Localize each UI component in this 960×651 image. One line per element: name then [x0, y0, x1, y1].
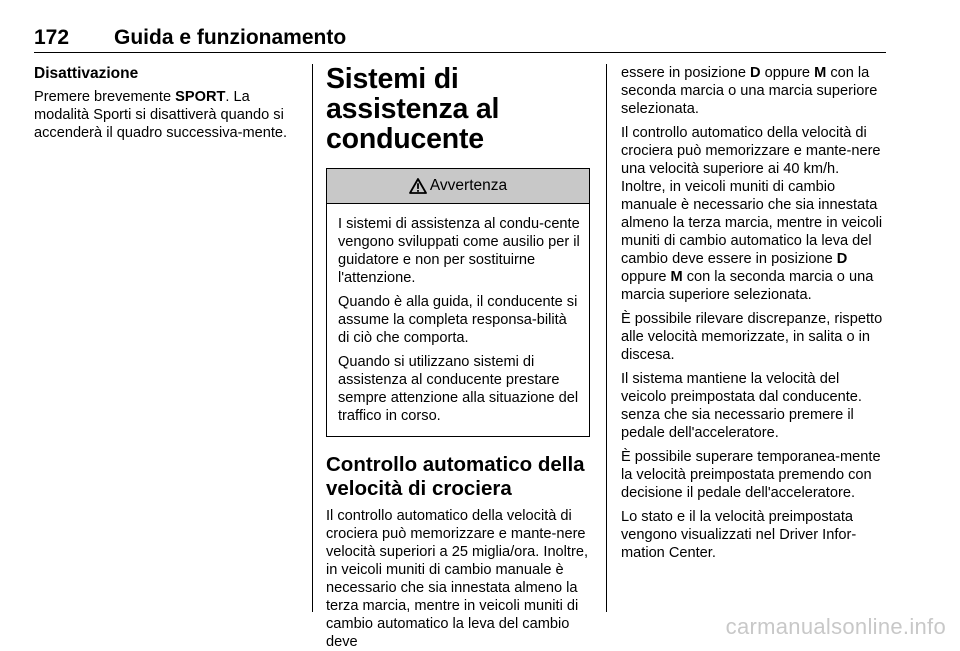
warning-paragraph: Quando si utilizzano sistemi di assistenza al conducente prestare sempre attenzione alla situazione del traffico in corso. — [338, 354, 579, 424]
warning-box — [326, 168, 590, 437]
warning-paragraph: I sistemi di assistenza al condu-cente vengono sviluppati come ausilio per il guidatore e non per sostituirne l'attenzione. — [338, 216, 580, 286]
warning-triangle-icon — [409, 178, 427, 194]
gear-d-label: D — [750, 65, 761, 81]
speed-override-paragraph: È possibile superare temporanea-mente la velocità preimpostata premendo con decisione il pedale dell'acceleratore. — [621, 449, 881, 501]
sport-label: SPORT — [175, 89, 226, 105]
cruise-speed-paragraph: Il controllo automatico della velocità di crociera può memorizzare e mante-nere una velocità superiore ai 40 km/h. Inoltre, in veicoli muniti di cambio manuale è necessario che sia innestata almeno la terza marcia, mentre in veicoli muniti di cambio automatico la leva del cambio deve essere in posizione D oppure M con la seconda marcia o una marcia superiore selezionata. — [621, 125, 883, 303]
warning-paragraph: Quando è alla guida, il conducente si assume la completa responsa-bilità di ciò che comporta. — [338, 294, 578, 346]
cruise-control-heading: Controllo automatico della velocità di crociera — [326, 453, 585, 500]
section-title: Guida e funzionamento — [114, 26, 347, 49]
warning-title: Avvertenza — [429, 177, 508, 194]
speed-maintain-paragraph: Il sistema mantiene la velocità del veicolo preimpostata dal conducente. senza che sia necessario premere il pedale dell'acceleratore. — [621, 371, 862, 441]
column-divider-2 — [606, 64, 607, 612]
discrepancy-paragraph: È possibile rilevare discrepanze, rispetto alle velocità memorizzate, in salita o in discesa. — [621, 311, 883, 363]
column-middle — [326, 64, 592, 651]
warning-body — [327, 204, 589, 436]
gear-m-label: M — [814, 65, 827, 81]
column-left — [34, 64, 296, 142]
watermark: carmanualsonline.info — [725, 614, 946, 639]
page-header — [34, 26, 886, 53]
disattivazione-heading: Disattivazione — [34, 65, 139, 82]
gear-d-label: D — [836, 251, 848, 267]
column-right — [621, 64, 887, 562]
warning-header — [327, 169, 589, 204]
assist-systems-heading: Sistemi di assistenza al conducente — [326, 63, 500, 155]
column-divider-1 — [312, 64, 313, 612]
cruise-control-paragraph: Il controllo automatico della velocità di crociera può memorizzare e mante-nere velocità superiori a 25 miglia/ora. Inoltre, in veicoli muniti di cambio manuale è necessario che sia innestata almeno la terza marcia, mentre in veicoli muniti di cambio automatico la leva del cambio deve — [326, 508, 589, 650]
disattivazione-paragraph: Premere brevemente SPORT. La modalità Sporti si disattiverà quando si accenderà il quadro successiva-mente. — [34, 89, 288, 141]
page-number: 172 — [34, 26, 70, 49]
dic-status-paragraph: Lo stato e il la velocità preimpostata vengono visualizzati nel Driver Infor-mation Center. — [621, 509, 857, 561]
gear-m-label: M — [670, 269, 683, 285]
gear-position-paragraph: essere in posizione D oppure M con la seconda marcia o una marcia superiore selezionata. — [621, 65, 878, 117]
